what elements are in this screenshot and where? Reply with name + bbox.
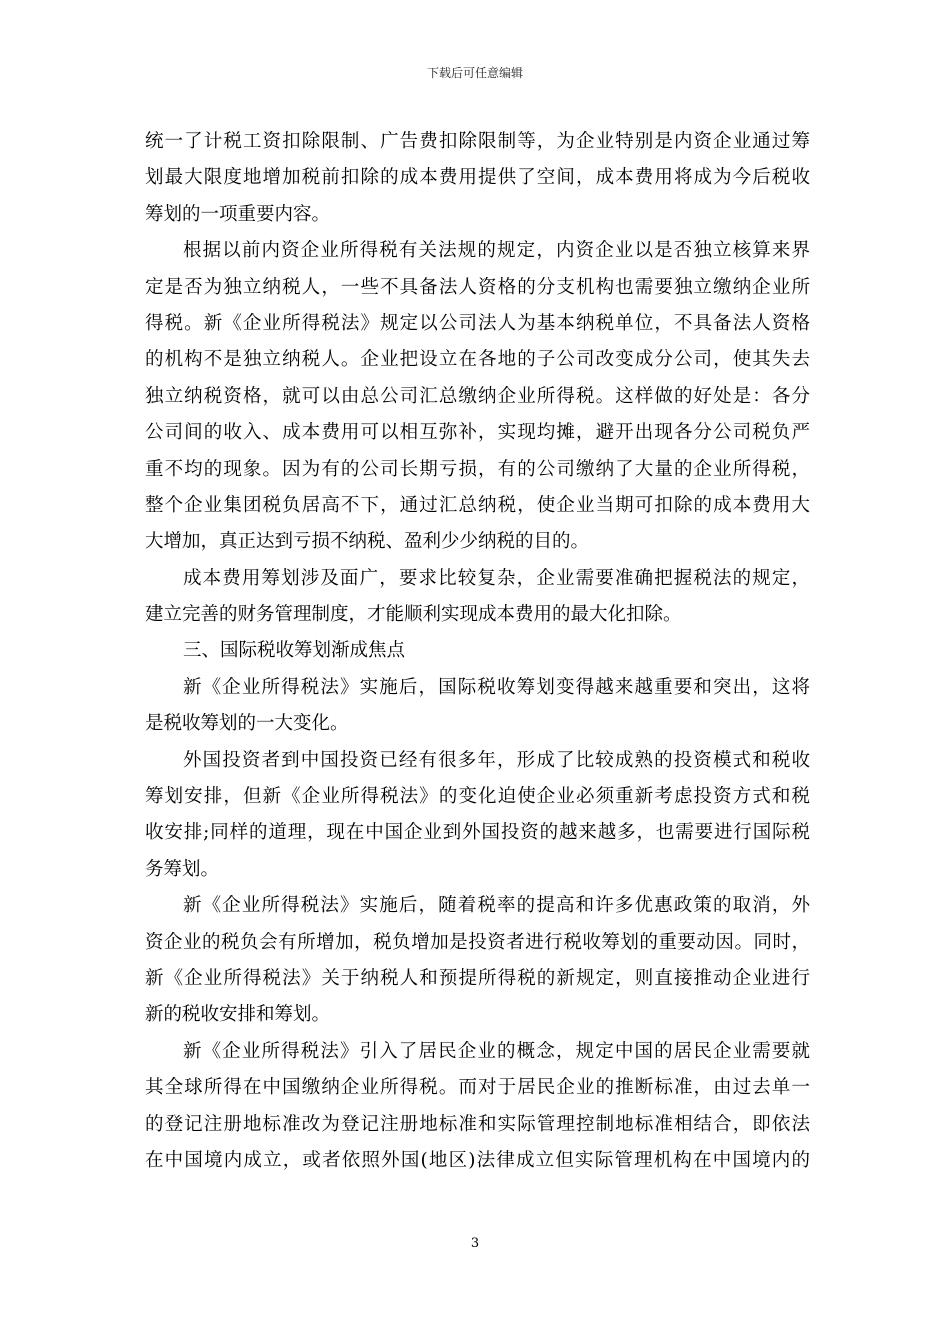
paragraph	[145, 233, 810, 561]
paragraph	[145, 670, 810, 743]
text-line: 建立完善的财务管理制度，才能顺利实现成本费用的最大化扣除。	[145, 604, 682, 626]
text-line: 是税收筹划的一大变化。	[145, 713, 349, 735]
text-line: 三、国际税收筹划渐成焦点	[183, 640, 406, 662]
text-line: 在中国境内成立，或者依照外国(地区)法律成立但实际管理机构在中国境内的	[145, 1149, 810, 1171]
page-header: 下载后可任意编辑	[426, 66, 523, 80]
text-line: 整个企业集团税负居高不下，通过汇总纳税，使企业当期可扣除的成本费用大	[145, 494, 810, 516]
paragraph	[145, 633, 810, 669]
text-line: 新《企业所得税法》关于纳税人和预提所得税的新规定，则直接推动企业进行	[145, 967, 810, 989]
paragraph	[145, 888, 810, 1034]
text-line: 新的税收安排和筹划。	[145, 1004, 331, 1026]
text-line: 筹划的一项重要内容。	[145, 203, 331, 225]
text-line: 新《企业所得税法》引入了居民企业的概念，规定中国的居民企业需要就	[183, 1040, 810, 1062]
text-line: 独立纳税资格，就可以由总公司汇总缴纳企业所得税。这样做的好处是：各分	[145, 385, 810, 407]
text-line: 的登记注册地标准改为登记注册地标准和实际管理控制地标准相结合，即依法	[145, 1113, 810, 1135]
text-line: 公司间的收入、成本费用可以相互弥补，实现均摊，避开出现各分公司税负严	[145, 422, 810, 444]
text-line: 划最大限度地增加税前扣除的成本费用提供了空间，成本费用将成为今后税收	[145, 167, 810, 189]
text-line: 得税。新《企业所得税法》规定以公司法人为基本纳税单位，不具备法人资格	[145, 312, 810, 334]
text-line: 大增加，真正达到亏损不纳税、盈利少少纳税的目的。	[145, 531, 590, 553]
text-line: 其全球所得在中国缴纳企业所得税。而对于居民企业的推断标准，由过去单一	[145, 1077, 810, 1099]
text-line: 务筹划。	[145, 858, 220, 880]
document-body	[145, 124, 810, 1179]
text-line: 的机构不是独立纳税人。企业把设立在各地的子公司改变成分公司，使其失去	[145, 349, 810, 371]
text-line: 重不均的现象。因为有的公司长期亏损，有的公司缴纳了大量的企业所得税，	[145, 458, 810, 480]
paragraph	[145, 743, 810, 889]
text-line: 收安排;同样的道理，现在中国企业到外国投资的越来越多，也需要进行国际税	[145, 822, 810, 844]
text-line: 统一了计税工资扣除限制、广告费扣除限制等，为企业特别是内资企业通过筹	[145, 131, 810, 152]
text-line: 筹划安排，但新《企业所得税法》的变化迫使企业必须重新考虑投资方式和税	[145, 786, 810, 808]
text-line: 新《企业所得税法》实施后，国际税收筹划变得越来越重要和突出，这将	[183, 676, 810, 698]
page-number: 3	[470, 1236, 480, 1251]
text-line: 外国投资者到中国投资已经有很多年，形成了比较成熟的投资模式和税收	[183, 749, 810, 771]
text-line: 资企业的税负会有所增加，税负增加是投资者进行税收筹划的重要动因。同时，	[145, 931, 810, 953]
text-line: 定是否为独立纳税人，一些不具备法人资格的分支机构也需要独立缴纳企业所	[145, 276, 810, 298]
text-line: 根据以前内资企业所得税有关法规的规定，内资企业以是否独立核算来界	[183, 240, 810, 262]
text-line: 新《企业所得税法》实施后，随着税率的提高和许多优惠政策的取消，外	[183, 895, 810, 917]
paragraph	[145, 124, 810, 233]
text-line: 成本费用筹划涉及面广，要求比较复杂，企业需要准确把握税法的规定，	[183, 567, 810, 589]
paragraph	[145, 561, 810, 634]
paragraph	[145, 1034, 810, 1180]
